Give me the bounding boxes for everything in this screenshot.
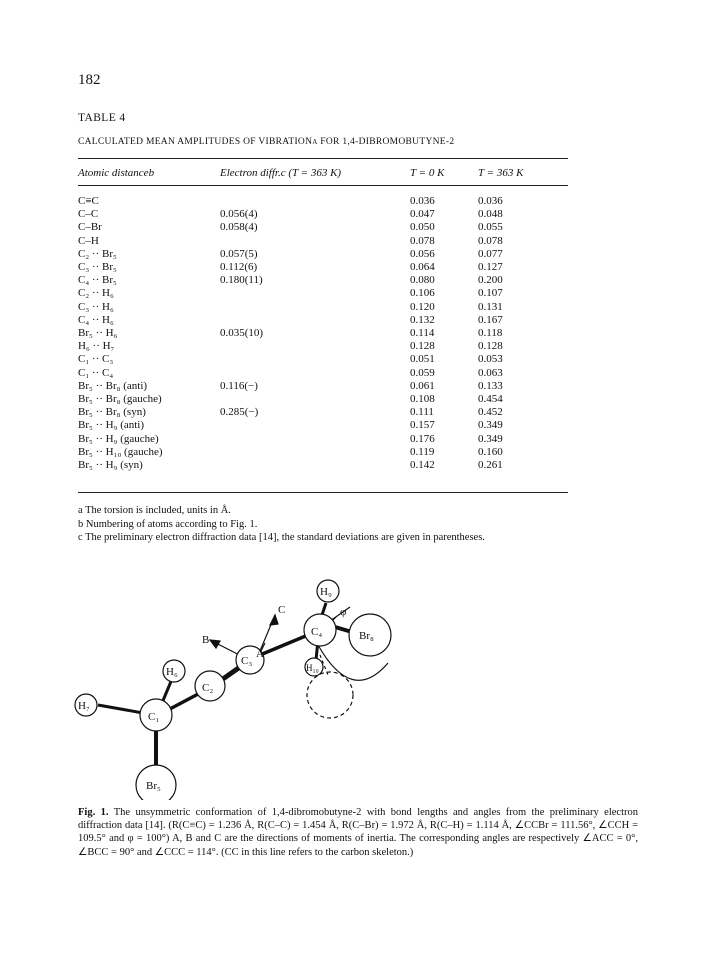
table-top-rule xyxy=(78,158,568,159)
molecule-figure xyxy=(70,575,590,800)
cell-distance: Br₅ ·· H₉ (gauche) xyxy=(78,432,159,445)
label-c3: C₃ xyxy=(241,655,253,667)
cell-distance: C₄ ·· H₆ xyxy=(78,313,114,326)
table-row xyxy=(0,353,720,365)
cell-distance: C–Br xyxy=(78,221,102,234)
table-row xyxy=(0,380,720,392)
bond-h7-c1 xyxy=(98,705,143,713)
table-label: TABLE 4 xyxy=(78,112,126,124)
table-row xyxy=(0,235,720,247)
footnote-a: a The torsion is included, units in Å. xyxy=(78,505,231,516)
cell-electron: 0.058(4) xyxy=(220,221,258,234)
cell-t0: 0.036 xyxy=(410,195,435,207)
cell-t0: 0.176 xyxy=(410,432,435,445)
table-row xyxy=(0,367,720,379)
cell-distance: C₃ ·· H₆ xyxy=(78,300,114,313)
cell-electron: 0.180(11) xyxy=(220,274,263,287)
cell-distance: C₂ ·· H₆ xyxy=(78,287,114,300)
footnote-b: b Numbering of atoms according to Fig. 1. xyxy=(78,518,258,530)
cell-t0: 0.050 xyxy=(410,221,435,234)
table-row xyxy=(0,195,720,207)
cell-distance: Br₅ ·· H₉ (anti) xyxy=(78,419,145,432)
cell-distance: C₃ ·· Br₅ xyxy=(78,261,117,273)
figure-caption xyxy=(78,806,638,859)
cell-distance: C₄ ·· Br₅ xyxy=(78,274,117,287)
cell-electron: 0.112(6) xyxy=(220,261,258,273)
label-c1: C₁ xyxy=(148,711,160,723)
label-br8: Br₈ xyxy=(359,630,374,642)
cell-t363: 0.131 xyxy=(478,300,503,313)
col-head-distance: Atomic distanceb xyxy=(78,167,155,179)
cell-t363: 0.118 xyxy=(478,327,503,339)
cell-electron: 0.056(4) xyxy=(220,208,258,221)
axis-c-arrow xyxy=(270,615,278,625)
table-row xyxy=(0,287,720,299)
cell-t363: 0.055 xyxy=(478,221,503,234)
cell-t363: 0.063 xyxy=(478,366,503,379)
cell-t363: 0.349 xyxy=(478,419,503,432)
col-head-t363: T = 363 K xyxy=(478,167,524,179)
cell-distance: Br₅ ·· Br₈ (gauche) xyxy=(78,393,162,405)
cell-t0: 0.080 xyxy=(410,274,435,287)
cell-distance: Br₅ ·· H₆ xyxy=(78,327,118,339)
cell-t363: 0.200 xyxy=(478,274,503,287)
cell-t363: 0.349 xyxy=(478,432,503,445)
cell-t0: 0.142 xyxy=(410,459,435,471)
cell-t363: 0.077 xyxy=(478,247,503,260)
cell-t0: 0.157 xyxy=(410,419,435,432)
cell-t363: 0.107 xyxy=(478,287,503,300)
label-c4: C₄ xyxy=(311,626,323,638)
figure-caption-text: The unsymmetric conformation of 1,4-dibromobutyne-2 with bond lengths and angles from the preliminary electron diffraction data [14]. (R(C≡C) = 1.236 Å, R(C–C) = 1.454 Å, R(C–Br) = 1.972 Å, R(C–H) = 1.114 Å, ∠CCBr = 111.56°, ∠CCH = 109.5° and φ = 100°) A, B and C are the directions of moments of inertia. The corresponding angles are respectively ∠ACC = 0°, ∠BCC = 90° and ∠CCC = 114°. (CC in this line refers to the carbon skeleton.) xyxy=(78,807,638,858)
bond-c1-h6 xyxy=(162,679,172,703)
cell-t363: 0.053 xyxy=(478,353,503,366)
label-h10: H₁₀ xyxy=(306,663,319,673)
table-row xyxy=(0,393,720,405)
cell-distance: H₆ ·· H₇ xyxy=(78,340,115,353)
table-row xyxy=(0,208,720,220)
table-row xyxy=(0,406,720,418)
cell-t0: 0.106 xyxy=(410,287,435,300)
cell-t0: 0.128 xyxy=(410,340,435,353)
cell-t0: 0.051 xyxy=(410,353,435,366)
table-row xyxy=(0,248,720,260)
table-row xyxy=(0,459,720,471)
axis-b-arrow xyxy=(210,640,220,648)
cell-distance: C–H xyxy=(78,234,99,247)
cell-t0: 0.132 xyxy=(410,313,435,326)
table-row xyxy=(0,221,720,233)
cell-t363: 0.160 xyxy=(478,445,503,458)
page-number: 182 xyxy=(78,72,101,88)
cell-distance: Br₅ ·· Br₈ (syn) xyxy=(78,406,146,419)
label-axis-a: A xyxy=(256,648,264,660)
cell-distance: C₂ ·· Br₅ xyxy=(78,247,117,260)
table-row xyxy=(0,327,720,339)
label-br5: Br₅ xyxy=(146,780,161,792)
cell-t0: 0.056 xyxy=(410,247,435,260)
cell-t363: 0.133 xyxy=(478,379,503,392)
table-row xyxy=(0,301,720,313)
cell-t363: 0.167 xyxy=(478,313,503,326)
table-row xyxy=(0,433,720,445)
cell-distance: Br₅ ·· H₉ (syn) xyxy=(78,459,143,471)
table-row xyxy=(0,340,720,352)
footnote-c: c The preliminary electron diffraction data [14], the standard deviations are given in parentheses. xyxy=(78,532,485,543)
table-header-rule xyxy=(78,185,568,186)
cell-electron: 0.116(−) xyxy=(220,379,258,392)
cell-t363: 0.452 xyxy=(478,406,503,419)
cell-t0: 0.120 xyxy=(410,300,435,313)
cell-t0: 0.111 xyxy=(410,406,434,419)
cell-electron: 0.035(10) xyxy=(220,327,264,339)
cell-t363: 0.036 xyxy=(478,195,503,207)
cell-t0: 0.119 xyxy=(410,445,435,458)
table-row xyxy=(0,446,720,458)
table-row xyxy=(0,261,720,273)
cell-distance: C₁ ·· C₄ xyxy=(78,366,114,379)
col-head-t0: T = 0 K xyxy=(410,167,445,179)
cell-t0: 0.064 xyxy=(410,261,435,273)
cell-t0: 0.108 xyxy=(410,393,435,405)
cell-t363: 0.261 xyxy=(478,459,503,471)
bond-c3-c4 xyxy=(260,635,308,655)
cell-electron: 0.285(−) xyxy=(220,406,259,419)
label-axis-b: B xyxy=(202,634,210,646)
table-bottom-rule xyxy=(78,492,568,493)
table-row xyxy=(0,419,720,431)
bond-c1-c2 xyxy=(168,693,200,710)
table-row xyxy=(0,274,720,286)
cell-electron: 0.057(5) xyxy=(220,247,258,260)
col-head-electron: Electron diffr.c (T = 363 K) xyxy=(220,167,342,179)
cell-t363: 0.048 xyxy=(478,208,503,221)
cell-t0: 0.114 xyxy=(410,327,435,339)
cell-t363: 0.078 xyxy=(478,234,503,247)
table-caption: CALCULATED MEAN AMPLITUDES OF VIBRATIONa FOR 1,4-DIBROMOBUTYNE-2 xyxy=(78,137,455,147)
label-phi: φ xyxy=(340,606,347,618)
footnotes xyxy=(78,504,485,545)
label-h7: H₇ xyxy=(78,700,90,712)
label-axis-c: C xyxy=(278,604,286,616)
label-h9: H₉ xyxy=(320,586,332,598)
bond-c4-h9 xyxy=(322,603,326,615)
label-c2: C₂ xyxy=(202,682,214,694)
cell-t0: 0.078 xyxy=(410,234,435,247)
figure-caption-label: Fig. 1. xyxy=(78,807,109,818)
cell-distance: C–C xyxy=(78,208,99,221)
cell-distance: Br₅ ·· Br₈ (anti) xyxy=(78,379,148,392)
cell-t363: 0.127 xyxy=(478,261,503,273)
label-h6: H₆ xyxy=(166,666,178,678)
cell-t0: 0.059 xyxy=(410,366,435,379)
cell-distance: C≡C xyxy=(78,195,99,207)
ghost-atom xyxy=(307,672,353,718)
table-row xyxy=(0,314,720,326)
cell-distance: Br₅ ·· H₁₀ (gauche) xyxy=(78,445,163,458)
cell-t0: 0.061 xyxy=(410,379,435,392)
cell-t363: 0.454 xyxy=(478,393,503,405)
cell-distance: C₁ ·· C₃ xyxy=(78,353,114,366)
cell-t0: 0.047 xyxy=(410,208,435,221)
cell-t363: 0.128 xyxy=(478,340,503,353)
